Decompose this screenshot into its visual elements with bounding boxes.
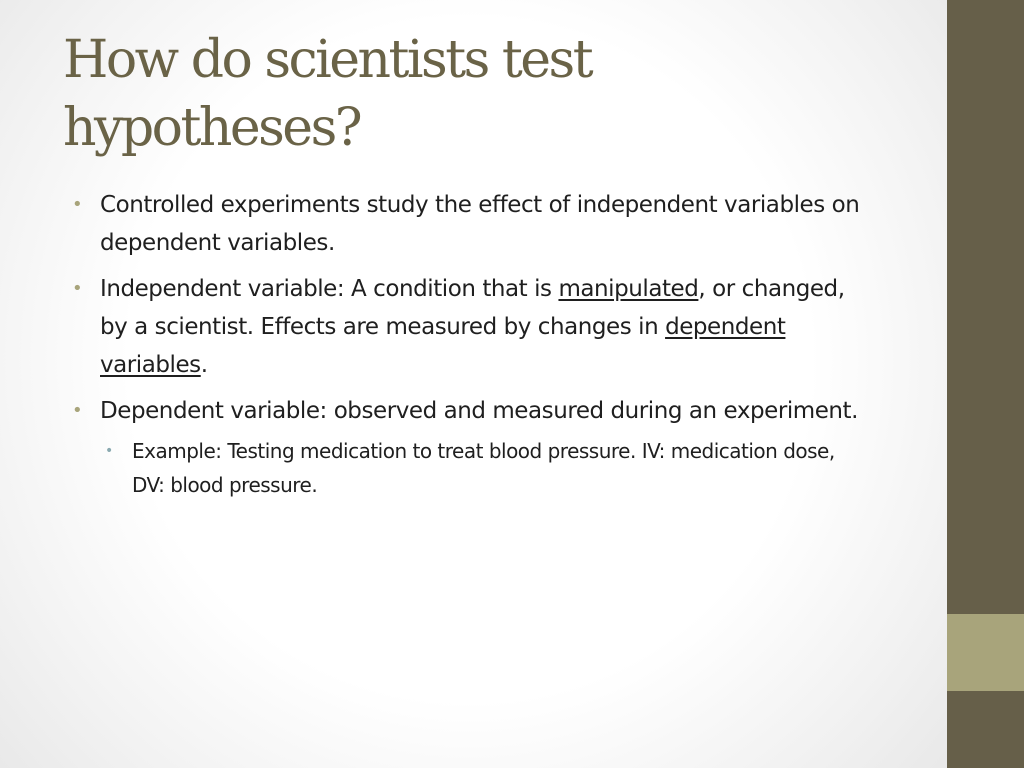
underlined-term-dependent-variables: dependent variables xyxy=(100,314,786,378)
decorative-side-accent xyxy=(947,614,1024,691)
bullet-text: Dependent variable: observed and measured during an experiment. xyxy=(100,398,858,424)
bullet-text-part: Independent variable: A condition that is xyxy=(100,276,559,302)
bullet-marker: • xyxy=(72,194,83,215)
bullet-text-part: . xyxy=(200,352,208,378)
bullet-item xyxy=(72,392,862,430)
bullet-list xyxy=(72,186,862,502)
bullet-marker: • xyxy=(72,278,83,299)
bullet-text xyxy=(100,276,845,378)
bullet-marker: • xyxy=(72,400,83,421)
underlined-term-manipulated: manipulated xyxy=(558,276,699,302)
bullet-text: Controlled experiments study the effect of independent variables on dependent variables. xyxy=(100,192,860,256)
sub-bullet-item xyxy=(105,434,862,502)
bullet-text-part: , or changed, by a scientist. Effects are measured by changes in xyxy=(100,276,845,340)
slide-title: How do scientists test hypotheses? xyxy=(63,30,592,158)
sub-bullet-marker: • xyxy=(105,443,113,459)
bullet-item xyxy=(72,186,862,262)
bullet-item xyxy=(72,270,862,384)
sub-bullet-text: Example: Testing medication to treat blood pressure. IV: medication dose, DV: blood pressure. xyxy=(132,439,835,497)
